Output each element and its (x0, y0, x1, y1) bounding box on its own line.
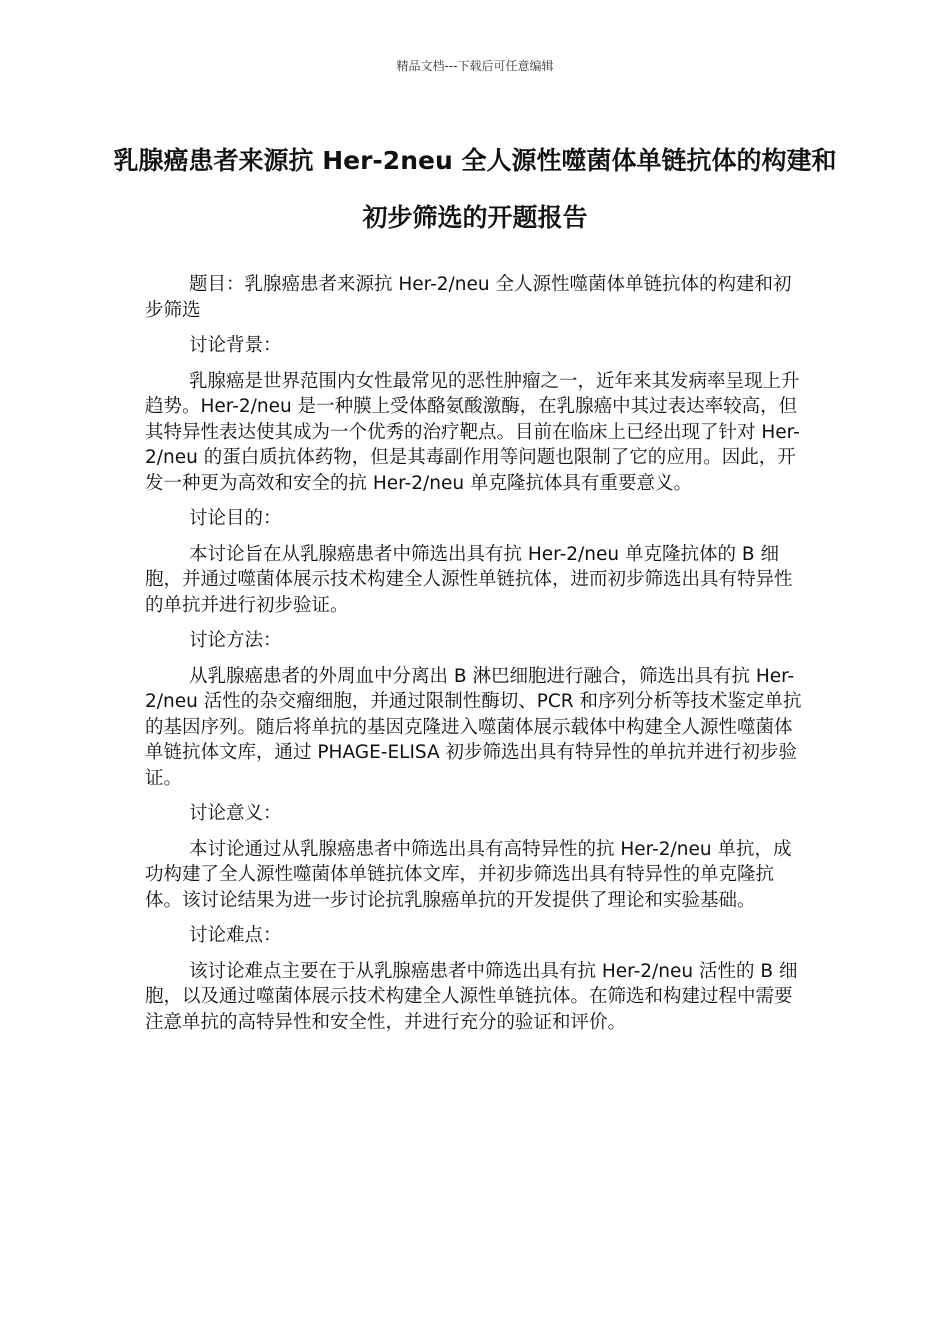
section-heading-background: 讨论背景： (189, 335, 282, 356)
section-heading-method: 讨论方法： (189, 630, 282, 651)
page-header: 精品文档---下载后可任意编辑 (396, 59, 554, 73)
section-body-purpose: 本讨论旨在从乳腺癌患者中筛选出具有抗 Her-2/neu 单克隆抗体的 B 细胞，并通过噬菌体展示技术构建全人源性单链抗体，进而初步筛选出具有特异性的单抗并进行初步验证。 (145, 543, 793, 616)
document-title: 乳腺癌患者来源抗 Her-2neu 全人源性噬菌体单链抗体的构建和初步筛选的开题报告 (113, 146, 837, 232)
section-heading-significance: 讨论意义： (189, 803, 282, 824)
topic-paragraph: 题目：乳腺癌患者来源抗 Her-2/neu 全人源性噬菌体单链抗体的构建和初步筛选 (145, 274, 792, 321)
section-body-difficulty: 该讨论难点主要在于从乳腺癌患者中筛选出具有抗 Her-2/neu 活性的 B 细胞，以及通过噬菌体展示技术构建全人源性单链抗体。在筛选和构建过程中需要注意单抗的高特异性和安全性，并进行充分的验证和评价。 (145, 960, 798, 1033)
section-heading-purpose: 讨论目的： (189, 508, 282, 529)
section-body-method: 从乳腺癌患者的外周血中分离出 B 淋巴细胞进行融合，筛选出具有抗 Her-2/neu 活性的杂交瘤细胞，并通过限制性酶切、PCR 和序列分析等技术鉴定单抗的基因序列。随后将单抗的基因克隆进入噬菌体展示载体中构建全人源性噬菌体单链抗体文库，通过 PHAGE-ELISA 初步筛选出具有特异性的单抗并进行初步验证。 (145, 665, 802, 789)
section-heading-difficulty: 讨论难点： (189, 925, 282, 946)
section-body-background: 乳腺癌是世界范围内女性最常见的恶性肿瘤之一，近年来其发病率呈现上升趋势。Her-2/neu 是一种膜上受体酪氨酸激酶，在乳腺癌中其过表达率较高，但其特异性表达使其成为一个优秀的治疗靶点。目前在临床上已经出现了针对 Her-2/neu 的蛋白质抗体药物，但是其毒副作用等问题也限制了它的应用。因此，开发一种更为高效和安全的抗 Her-2/neu 单克隆抗体具有重要意义。 (145, 370, 800, 494)
document-body (145, 272, 807, 1045)
section-body-significance: 本讨论通过从乳腺癌患者中筛选出具有高特异性的抗 Her-2/neu 单抗，成功构建了全人源性噬菌体单链抗体文库，并初步筛选出具有特异性的单克隆抗体。该讨论结果为进一步讨论抗乳腺癌单抗的开发提供了理论和实验基础。 (145, 838, 792, 911)
